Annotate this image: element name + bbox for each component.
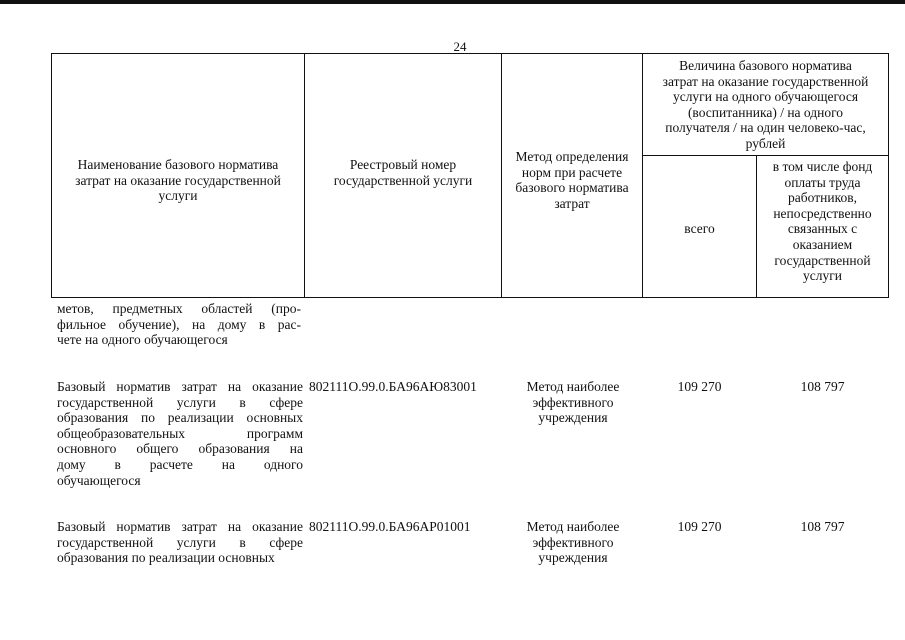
row-method-line: учреждения: [538, 410, 608, 426]
row-name-line: дому в расчете на одного: [57, 456, 303, 472]
row-method-line: эффективного: [532, 534, 614, 550]
row-name: [57, 379, 303, 488]
row-code: 802111О.99.0.БА96АЮ83001: [309, 379, 477, 394]
header-line: государственной услуги: [333, 172, 473, 188]
header-line: работников,: [788, 190, 857, 206]
header-line: (воспитанника) / на одного: [687, 104, 844, 120]
row-name-line: метов, предметных областей (про-: [57, 301, 301, 316]
page-number: 24: [453, 39, 467, 54]
header-cell-fot: [756, 155, 889, 298]
header-cell-name: [51, 53, 305, 298]
table-row: [57, 301, 301, 348]
row-method: [503, 379, 643, 426]
header-line: Реестровый номер: [349, 157, 457, 172]
header-line: получателя / на один человеко-час,: [665, 120, 866, 136]
header-cell-code: [304, 53, 502, 298]
row-total: 109 270: [677, 519, 722, 534]
row-method: [503, 519, 643, 566]
row-name-line: образования по реализации основных: [57, 550, 275, 566]
header-cell-value: [642, 53, 889, 156]
header-line: Величина базового норматива: [679, 58, 852, 73]
row-name-line: государственной услуги в сфере: [57, 534, 303, 550]
header-line: услуги: [158, 188, 198, 204]
header-line: услуги на одного обучающегося: [672, 89, 859, 105]
header-line: Наименование базового норматива: [77, 157, 279, 172]
header-line: затрат: [554, 195, 590, 211]
row-name-line: фильное обучение), на дому в рас-: [57, 316, 301, 332]
row-name-line: основного общего образования на: [57, 441, 303, 457]
row-method-line: эффективного: [532, 394, 614, 410]
row-method-line: Метод наиболее: [526, 519, 620, 534]
header-line: норм при расчете: [521, 164, 623, 180]
row-total: 109 270: [677, 379, 722, 394]
row-method-line: Метод наиболее: [526, 379, 620, 394]
header-line: услуги: [803, 268, 842, 284]
row-name-line: общеобразовательных программ: [57, 425, 303, 441]
row-name-line: Базовый норматив затрат на оказание: [57, 379, 303, 394]
row-name-line: Базовый норматив затрат на оказание: [57, 519, 303, 534]
header-line: оказанием: [792, 236, 853, 252]
header-line: всего: [684, 221, 715, 236]
row-fot: 108 797: [800, 519, 845, 534]
header-line: связанных с: [787, 221, 858, 237]
row-name-line: государственной услуги в сфере: [57, 394, 303, 410]
top-border-line: [0, 0, 905, 4]
header-line: базового норматива: [515, 180, 629, 196]
header-line: рублей: [745, 135, 786, 151]
header-line: затрат на оказание государственной: [662, 73, 869, 89]
header-line: государственной: [774, 252, 871, 268]
header-line: затрат на оказание государственной: [75, 172, 281, 188]
header-line: в том числе фонд: [772, 159, 873, 174]
row-name-line: чете на одного обучающегося: [57, 332, 228, 348]
row-name-line: обучающегося: [57, 472, 141, 488]
header-line: непосредственно: [773, 205, 872, 221]
header-line: Метод определения: [515, 149, 629, 164]
row-name: [57, 519, 303, 566]
row-fot: 108 797: [800, 379, 845, 394]
header-cell-total: [642, 155, 757, 298]
row-code: 802111О.99.0.БА96АР01001: [309, 519, 471, 534]
row-method-line: учреждения: [538, 550, 608, 566]
row-name-line: образования по реализации основных: [57, 410, 303, 426]
header-line: оплаты труда: [784, 174, 861, 190]
header-cell-method: [501, 53, 643, 298]
